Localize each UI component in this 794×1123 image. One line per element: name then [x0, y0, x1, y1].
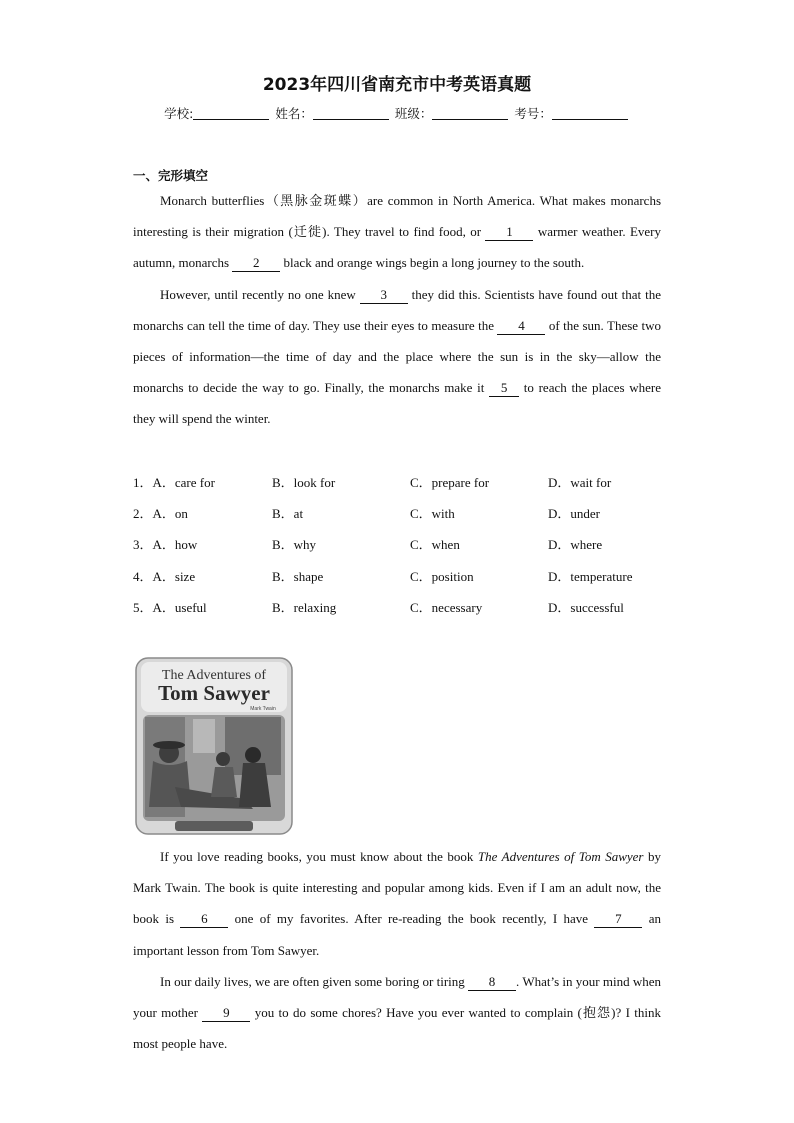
answer-options — [133, 467, 673, 623]
option-a[interactable]: 2．A．on — [133, 506, 188, 522]
option-c[interactable]: C．with — [410, 506, 455, 522]
book-title-line-2: Tom Sawyer — [158, 681, 270, 705]
exam-number-blank[interactable] — [552, 106, 628, 120]
blank-8: 8 — [468, 974, 516, 991]
option-a[interactable]: 3．A．how — [133, 537, 198, 553]
option-d[interactable]: D．wait for — [548, 475, 612, 490]
class-blank[interactable] — [432, 106, 508, 120]
option-d[interactable]: D．temperature — [548, 568, 633, 584]
name-field[interactable] — [275, 104, 391, 122]
passage-monarch — [133, 185, 661, 435]
book-author: Mark Twain — [250, 706, 276, 712]
blank-1: 1 — [485, 224, 533, 241]
name-blank[interactable] — [313, 106, 389, 120]
exam-number-label: 考号： — [514, 106, 552, 121]
option-d[interactable]: D．under — [548, 506, 600, 522]
book-title-line-1: The Adventures of — [161, 668, 267, 683]
book-cover-image — [135, 657, 293, 835]
option-b[interactable]: B．why — [272, 537, 317, 553]
option-b[interactable]: B．shape — [272, 568, 324, 584]
option-a[interactable]: 1．A．care for — [133, 475, 215, 490]
passage-paragraph: Monarch butterflies（黑脉金斑蝶）are common in North America. What makes monarchs interesting is their migration (迁徙). They travel to find food, or 1 warmer weather. Every autumn, monarchs 2 black and orange wings begin a long journey to the south. — [133, 193, 661, 271]
passage-paragraph: In our daily lives, we are often given some boring or tiring 8 . What’s in your mind when your mother 9 you to do some chores? Have you ever wanted to complain (抱怨)? I think most people have. — [133, 973, 661, 1052]
blank-9: 9 — [202, 1005, 250, 1022]
exam-number-field[interactable] — [514, 104, 630, 122]
option-a[interactable]: 4．A．size — [133, 568, 196, 584]
option-a[interactable]: 5．A．useful — [133, 599, 207, 615]
question-row — [133, 561, 673, 592]
section-heading: 一、完形填空 — [133, 168, 209, 183]
question-row — [133, 498, 673, 529]
blank-6: 6 — [180, 911, 228, 928]
passage-paragraph: However, until recently no one knew 3 they did this. Scientists have found out that the monarchs can tell the time of day. They use their eyes to measure the 4 of the sun. These two pieces of information—the time of day and the place where the sun is in the sky—allow the monarchs to decide the way to go. Finally, the monarchs make it 5 to reach the places where they will spend the winter. — [133, 286, 661, 427]
option-c[interactable]: C．necessary — [410, 599, 483, 615]
blank-3: 3 — [360, 287, 408, 304]
class-label: 班级： — [394, 106, 433, 121]
student-info-line — [0, 104, 794, 122]
school-field[interactable] — [164, 104, 271, 122]
option-b[interactable]: B．look for — [272, 475, 336, 490]
blank-2: 2 — [232, 255, 280, 272]
class-field[interactable] — [395, 104, 511, 122]
school-blank[interactable] — [193, 106, 269, 120]
blank-5: 5 — [489, 380, 519, 397]
school-label: 学校: — [164, 106, 194, 121]
blank-7: 7 — [594, 911, 642, 928]
book-title-italic: The Adventures of Tom Sawyer — [477, 849, 644, 864]
question-row — [133, 467, 673, 498]
option-b[interactable]: B．at — [272, 506, 304, 522]
option-c[interactable]: C．prepare for — [410, 475, 490, 490]
blank-4: 4 — [497, 318, 545, 335]
option-d[interactable]: D．successful — [548, 599, 624, 615]
option-d[interactable]: D．where — [548, 537, 603, 553]
passage-tom-sawyer — [133, 841, 661, 1059]
question-row — [133, 592, 673, 623]
option-c[interactable]: C．when — [410, 537, 460, 553]
option-b[interactable]: B．relaxing — [272, 599, 337, 615]
page-title: 2023年四川省南充市中考英语真题 — [262, 75, 532, 95]
option-c[interactable]: C．position — [410, 568, 474, 584]
question-row — [133, 529, 673, 560]
passage-paragraph: If you love reading books, you must know about the book The Adventures of Tom Sawyer by Mark Twain. The book is quite interesting and popular among kids. Even if I am an adult now, the book is 6 one of my favorites. After re-reading the book recently, I have 7 an important lesson from Tom Sawyer. — [133, 849, 661, 958]
name-label: 姓名： — [275, 106, 313, 121]
